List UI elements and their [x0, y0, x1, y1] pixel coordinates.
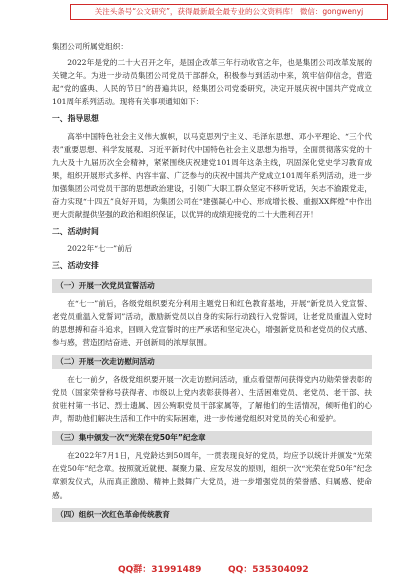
subheading-oath-activity: （一）开展一次党员宣誓活动 — [52, 279, 372, 293]
activity-time-text: 2022年“七一”前后 — [67, 244, 133, 254]
document-body — [52, 40, 372, 526]
section-heading-activity-arrangement: 三、活动安排 — [52, 261, 99, 271]
qq-group-text: QQ群：31991489 — [118, 565, 202, 575]
subheading-visit-activity: （二）开展一次走访慰问活动 — [52, 355, 372, 369]
section-heading-guiding-thought: 一、指导思想 — [52, 114, 99, 124]
section-heading-activity-time: 二、活动时间 — [52, 227, 99, 237]
visit-activity-paragraph: 在七一前夕，各级党组织要开展一次走访慰问活动，重点看望帮问获得党内功勋荣誉表彰的党员（国家荣誉称号获得者、市级以上党内表彰获得者）、生活困难党员、老党员、老干部、扶贫驻村第一书记、烈士遗属、因公殉职党员干部家属等，了解他们的生活情况，倾听他们的心声，帮助他们解决生活和工作中的实际困难，进一步传递党组织对党员的关心和爱护。 — [52, 374, 372, 424]
medal-award-paragraph: 在2022年7月1日，凡党龄达到50周年，一贯表现良好的党员，均应予以统计并颁发“光荣在党50年”纪念章。按照就近就便、凝聚力量、应发尽发的原则，组织一次“光荣在党50年”纪念章颁发仪式，从而真正激励、精神上鼓舞广大党员，进一步增强党员的荣誉感、归属感、使命感。 — [52, 451, 372, 500]
subheading-medal-award: （三）集中颁发一次“光荣在党50年”纪念章 — [52, 431, 372, 445]
intro-paragraph: 2022年是党的二十大召开之年，是国企改革三年行动收官之年，也是集团公司改革发展的关键之年。为进一步动员集团公司党员干部群众，积极参与到活动中来，筑牢信仰信念，营造起“党的盛典、人民的节日”的普遍共识，经集团公司党委研究，决定开展庆祝中国共产党成立101周年系列活动。现将有关事项通知如下： — [52, 58, 372, 107]
footer-contact — [0, 560, 408, 576]
oath-activity-paragraph: 在“七一”前后，各级党组织要充分利用主题党日和红色教育基地，开展“新党员入党宣誓、老党员重温入党誓词”活动，激励新党员以自身的实际行动践行入党誓词，让老党员重温入党时的思想搏和奋斗追求，回顾入党宣誓时的庄严承诺和坚定决心，增强新党员和老党员的仪式感、参与感，营造团结奋进、开创新局的浓厚氛围。 — [52, 298, 372, 347]
guiding-thought-paragraph: 高举中国特色社会主义伟大旗帜，以马克思列宁主义、毛泽东思想、邓小平理论、“三个代表”重要思想、科学发展观、习近平新时代中国特色社会主义思想为指导，全面贯彻落实党的十九大及十九届历次全会精神，紧紧围绕庆祝建党101周年这条主线，巩固深化党史学习教育成果，组织开展形式多样、内容丰富、广泛参与的庆祝中国共产党成立101周年系列活动，进一步加强集团公司党员干部的思想政治建设，引领广大职工群众坚定不移听党话，矢志不渝跟党走，奋力实现“十四五”良好开局，为集团公司在“建强凝心中心、形成增长极、重振XX辉煌”中作出更大贡献提供坚强的政治和组织保证，以优异的成绩迎接党的二十大胜利召开！ — [52, 131, 372, 220]
greeting: 集团公司所属党组织： — [52, 42, 128, 51]
subheading-red-education: （四）组织一次红色革命传统教育 — [52, 508, 372, 522]
promo-banner: 关注头条号“公文研究”，获得最新最全最专业的公文资料库！ 微信：gongwenyj — [70, 4, 388, 20]
qq-contact-text: QQ：535304092 — [228, 565, 309, 575]
